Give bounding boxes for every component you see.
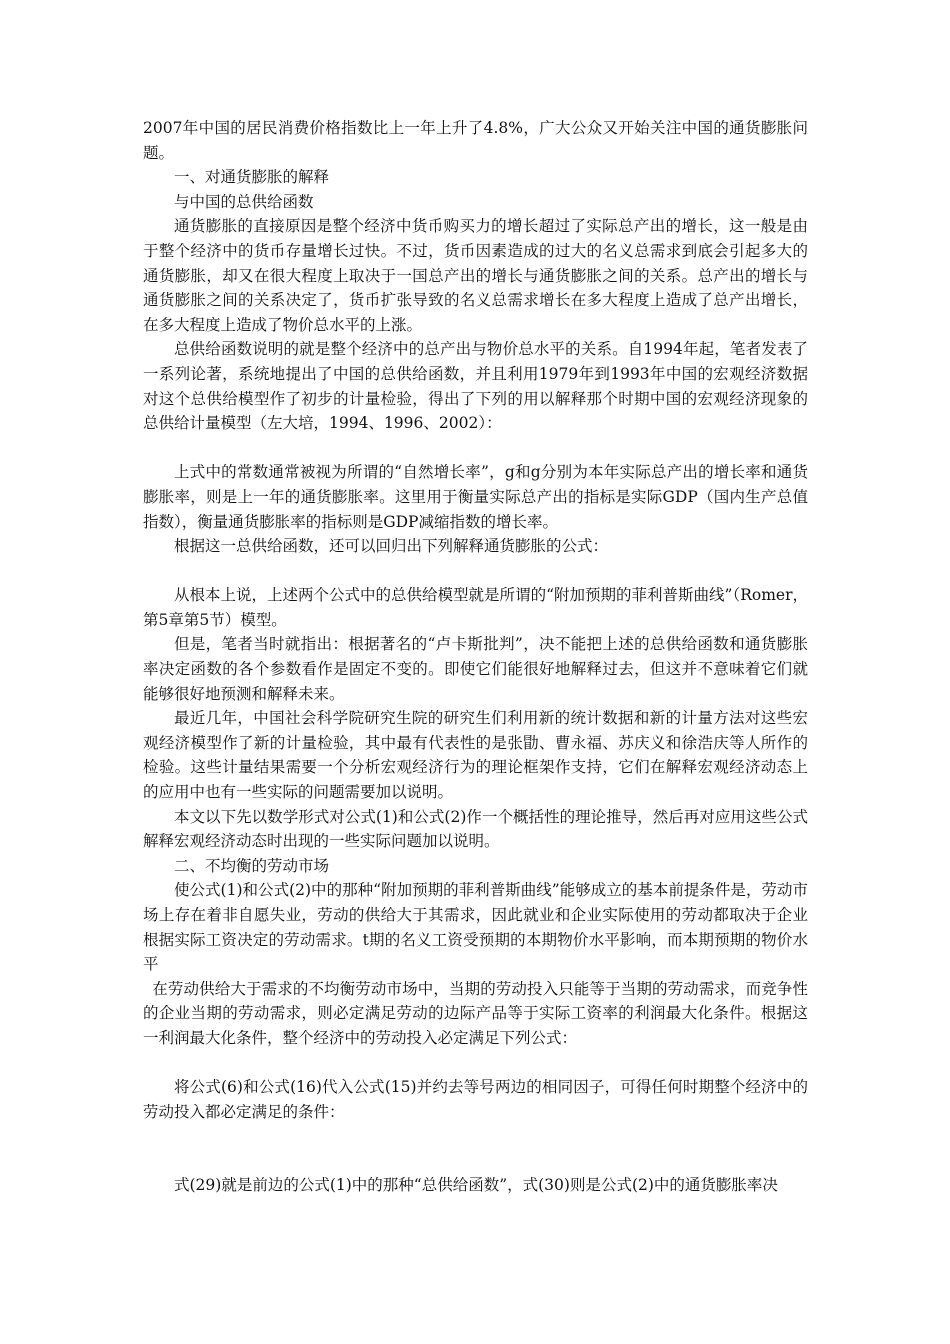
section-heading-1: 一、对通货膨胀的解释: [174, 168, 330, 187]
paragraph-8: 本文以下先以数学形式对公式(1)和公式(2)作一个概括性的理论推导，然后再对应用这些公式解释宏观经济动态时出现的一些实际问题加以说明。: [143, 807, 808, 851]
paragraph-4: 根据这一总供给函数，还可以回归出下列解释通货膨胀的公式：: [174, 537, 609, 556]
section-heading-2: 二、不均衡的劳动市场: [174, 856, 330, 875]
paragraph-3: 上式中的常数通常被视为所谓的“自然增长率”，g和g分别为本年实际总产出的增长率和通货膨胀率，则是上一年的通货膨胀率。这里用于衡量实际总产出的指标是实际GDP（国内生产总值指数），衡量通货膨胀率的指标则是GDP减缩指数的增长率。: [143, 463, 808, 531]
paragraph-6: 但是，笔者当时就指出：根据著名的“卢卡斯批判”，决不能把上述的总供给函数和通货膨胀率决定函数的各个参数看作是固定不变的。即使它们能很好地解释过去，但这并不意味着它们就能够很好地预测和解释未来。: [143, 635, 808, 703]
paragraph-10: 在劳动供给大于需求的不均衡劳动市场中，当期的劳动投入只能等于当期的劳动需求，而竞争性的企业当期的劳动需求，则必定满足劳动的边际产品等于实际工资率的利润最大化条件。根据这一利润最大化条件，整个经济中的劳动投入必定满足下列公式：: [143, 979, 808, 1047]
paragraph-9: 使公式(1)和公式(2)中的那种“附加预期的菲利普斯曲线”能够成立的基本前提条件是，劳动市场上存在着非自愿失业，劳动的供给大于其需求，因此就业和企业实际使用的劳动都取决于企业根据实际工资决定的劳动需求。t期的名义工资受预期的本期物价水平影响，而本期预期的物价水平: [143, 881, 808, 974]
paragraph-5: 从根本上说，上述两个公式中的总供给模型就是所谓的“附加预期的菲利普斯曲线”（Romer，第5章第5节）模型。: [143, 586, 808, 629]
paragraph-1: 通货膨胀的直接原因是整个经济中货币购买力的增长超过了实际总产出的增长，这一般是由于整个经济中的货币存量增长过快。不过，货币因素造成的过大的名义总需求到底会引起多大的通货膨胀，却又在很大程度上取决于一国总产出的增长与通货膨胀之间的关系。总产出的增长与通货膨胀之间的关系决定了，货币扩张导致的名义总需求增长在多大程度上造成了总产出增长，在多大程度上造成了物价总水平的上涨。: [143, 217, 808, 334]
paragraph-7: 最近几年，中国社会科学院研究生院的研究生们利用新的统计数据和新的计量方法对这些宏观经济模型作了新的计量检验，其中最有代表性的是张勖、曹永福、苏庆义和徐浩庆等人所作的检验。这些计量结果需要一个分析宏观经济行为的理论框架作支持，它们在解释宏观经济动态上的应用中也有一些实际的问题需要加以说明。: [143, 709, 808, 802]
paragraph-intro: 2007年中国的居民消费价格指数比上一年上升了4.8%，广大公众又开始关注中国的通货膨胀问题。: [143, 119, 808, 162]
section-heading-1-sub: 与中国的总供给函数: [174, 192, 314, 211]
paragraph-11: 将公式(6)和公式(16)代入公式(15)并约去等号两边的相同因子，可得任何时期整个经济中的劳动投入都必定满足的条件：: [143, 1078, 808, 1121]
document-body: [143, 116, 808, 1198]
paragraph-12: 式(29)就是前边的公式(1)中的那种“总供给函数”，式(30)则是公式(2)中的通货膨胀率决: [174, 1176, 778, 1195]
formula-gap-2: [143, 559, 808, 584]
paragraph-2: 总供给函数说明的就是整个经济中的总产出与物价总水平的关系。自1994年起，笔者发表了一系列论著，系统地提出了中国的总供给函数，并且利用1979年到1993年中国的宏观经济数据对这个总供给模型作了初步的计量检验，得出了下列的用以解释那个时期中国的宏观经济现象的总供给计量模型（左大培，1994、1996、2002）：: [143, 340, 808, 433]
formula-gap-1: [143, 436, 808, 461]
formula-gap-4: [143, 1124, 808, 1173]
formula-gap-3: [143, 1051, 808, 1076]
